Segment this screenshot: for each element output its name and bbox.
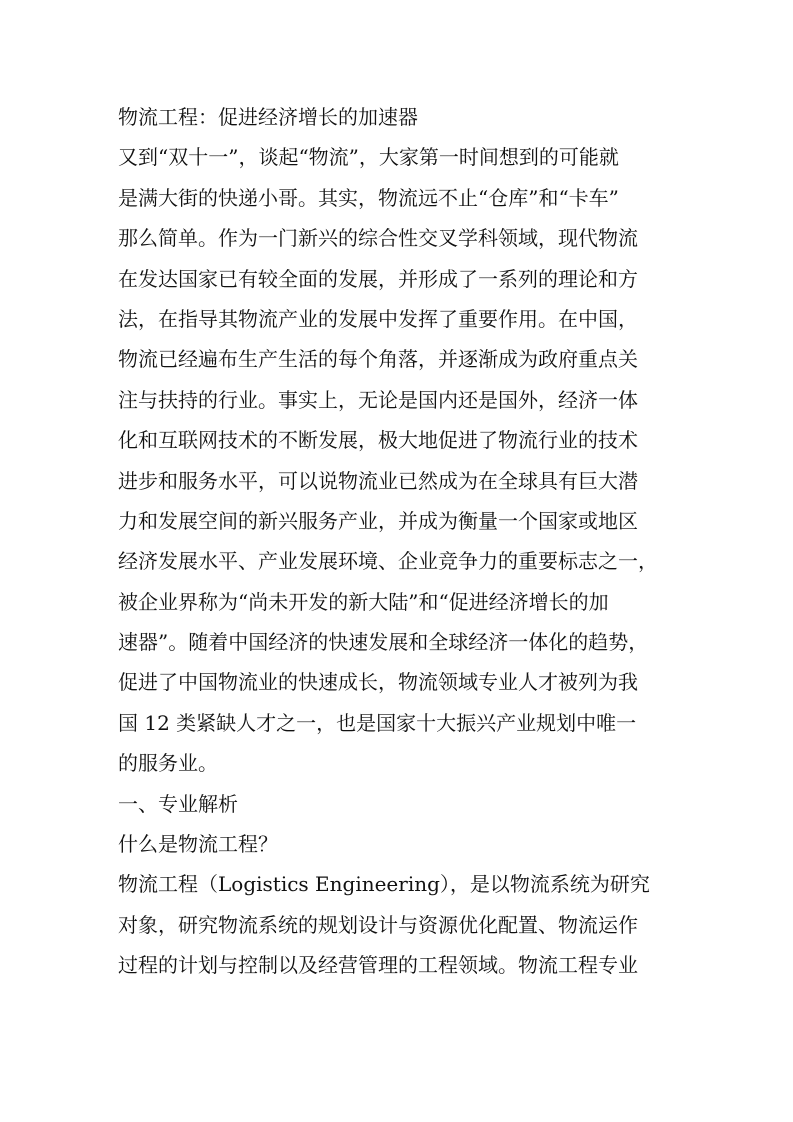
paragraph-line: 被企业界称为“尚未开发的新大陆”和“促进经济增长的加 xyxy=(118,589,609,614)
paragraph-line: 经济发展水平、产业发展环境、企业竞争力的重要标志之一， xyxy=(118,549,658,574)
paragraph-line: 促进了中国物流业的快速成长，物流领域专业人才被列为我 xyxy=(118,670,638,695)
paragraph-line: 注与扶持的行业。事实上，无论是国内还是国外，经济一体 xyxy=(118,387,638,412)
document-title: 物流工程：促进经济增长的加速器 xyxy=(118,105,418,129)
paragraph-line: 对象，研究物流系统的规划设计与资源优化配置、物流运作 xyxy=(118,912,638,937)
paragraph-line: 法，在指导其物流产业的发展中发挥了重要作用。在中国， xyxy=(118,306,638,331)
section-heading: 一、专业解析 xyxy=(118,791,238,816)
definition-paragraph xyxy=(118,864,678,985)
paragraph-line: 化和互联网技术的不断发展，极大地促进了物流行业的技术 xyxy=(118,428,638,453)
paragraph-line: 国 12 类紧缺人才之一，也是国家十大振兴产业规划中唯一 xyxy=(118,710,637,735)
paragraph-line: 物流已经遍布生产生活的每个角落，并逐渐成为政府重点关 xyxy=(118,347,638,372)
paragraph-line: 的服务业。 xyxy=(118,751,218,776)
paragraph-line: 过程的计划与控制以及经营管理的工程领域。物流工程专业 xyxy=(118,953,638,978)
paragraph-line: 力和发展空间的新兴服务产业，并成为衡量一个国家或地区 xyxy=(118,508,638,533)
paragraph-line: 在发达国家已有较全面的发展，并形成了一系列的理论和方 xyxy=(118,266,638,291)
paragraph-line: 进步和服务水平，可以说物流业已然成为在全球具有巨大潜 xyxy=(118,468,638,493)
paragraph-line: 又到“双十一”，谈起“物流”，大家第一时间想到的可能就 xyxy=(118,145,619,170)
intro-paragraph xyxy=(118,137,678,783)
document-page xyxy=(118,97,678,986)
paragraph-line: 物流工程（Logistics Engineering），是以物流系统为研究 xyxy=(118,872,650,897)
paragraph-line: 速器”。随着中国经济的快速发展和全球经济一体化的趋势， xyxy=(118,630,649,655)
paragraph-line: 那么简单。作为一门新兴的综合性交叉学科领域，现代物流 xyxy=(118,226,638,251)
paragraph-line: 是满大街的快递小哥。其实，物流远不止“仓库”和“卡车” xyxy=(118,185,619,210)
subheading: 什么是物流工程？ xyxy=(118,832,278,857)
